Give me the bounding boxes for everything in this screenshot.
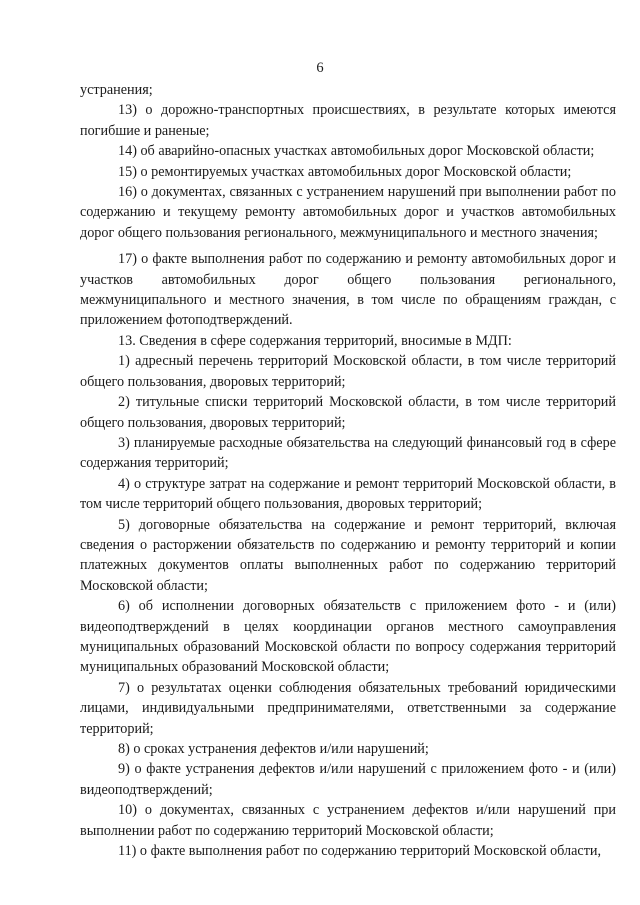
- paragraph: 17) о факте выполнения работ по содержанию и ремонту автомобильных дорог и участков автомобильных дорог общего пользования регионального, межмуниципального и местного значения, в том числе по обращениям граждан, с приложением фотоподтверждений.: [80, 251, 616, 329]
- paragraph: 5) договорные обязательства на содержание и ремонт территорий, включая сведения о расторжении обязательств по содержанию и ремонту территорий и копии платежных документов оплаты выполненных работ по содержанию территорий Московской области;: [80, 516, 616, 594]
- paragraph: 1) адресный перечень территорий Московской области, в том числе территорий общего пользования, дворовых территорий;: [80, 353, 616, 390]
- paragraph: 3) планируемые расходные обязательства на следующий финансовый год в сфере содержания территорий;: [80, 434, 616, 472]
- paragraph: 6) об исполнении договорных обязательств с приложением фото - и (или) видеоподтверждений в целях координации органов местного самоуправления муниципальных образований Московской области по вопросу содержания территорий муниципальных образований Московской области;: [80, 598, 616, 676]
- paragraph: 8) о сроках устранения дефектов и/или нарушений;: [118, 741, 429, 757]
- paragraph: 10) о документах, связанных с устранением дефектов и/или нарушений при выполнении работ по содержанию территорий Московской области;: [80, 802, 616, 839]
- paragraph: устранения;: [80, 82, 153, 98]
- paragraph: 16) о документах, связанных с устранением нарушений при выполнении работ по содержанию и текущему ремонту автомобильных дорог и участков автомобильных дорог общего пользования регионального, межмуниципального и местного значения;: [80, 184, 616, 241]
- paragraph: 4) о структуре затрат на содержание и ремонт территорий Московской области, в том числе территорий общего пользования, дворовых территорий;: [80, 475, 616, 513]
- paragraph: 13. Сведения в сфере содержания территорий, вносимые в МДП:: [118, 332, 512, 349]
- paragraph: 11) о факте выполнения работ по содержанию территорий Московской области,: [118, 843, 602, 860]
- paragraph: 13) о дорожно-транспортных происшествиях, в результате которых имеются погибшие и раненые;: [80, 102, 616, 139]
- paragraph: 14) об аварийно-опасных участках автомобильных дорог Московской области;: [118, 143, 595, 160]
- paragraph: 9) о факте устранения дефектов и/или нарушений с приложением фото - и (или) видеоподтверждений;: [80, 761, 616, 798]
- paragraph: 2) титульные списки территорий Московской области, в том числе территорий общего пользования, дворовых территорий;: [80, 394, 616, 431]
- page-number: 6: [316, 60, 324, 76]
- document-body: [80, 80, 616, 861]
- paragraph: 15) о ремонтируемых участках автомобильных дорог Московской области;: [118, 163, 572, 180]
- paragraph: 7) о результатах оценки соблюдения обязательных требований юридическими лицами, индивидуальными предпринимателями, ответственными за содержание территорий;: [80, 679, 616, 737]
